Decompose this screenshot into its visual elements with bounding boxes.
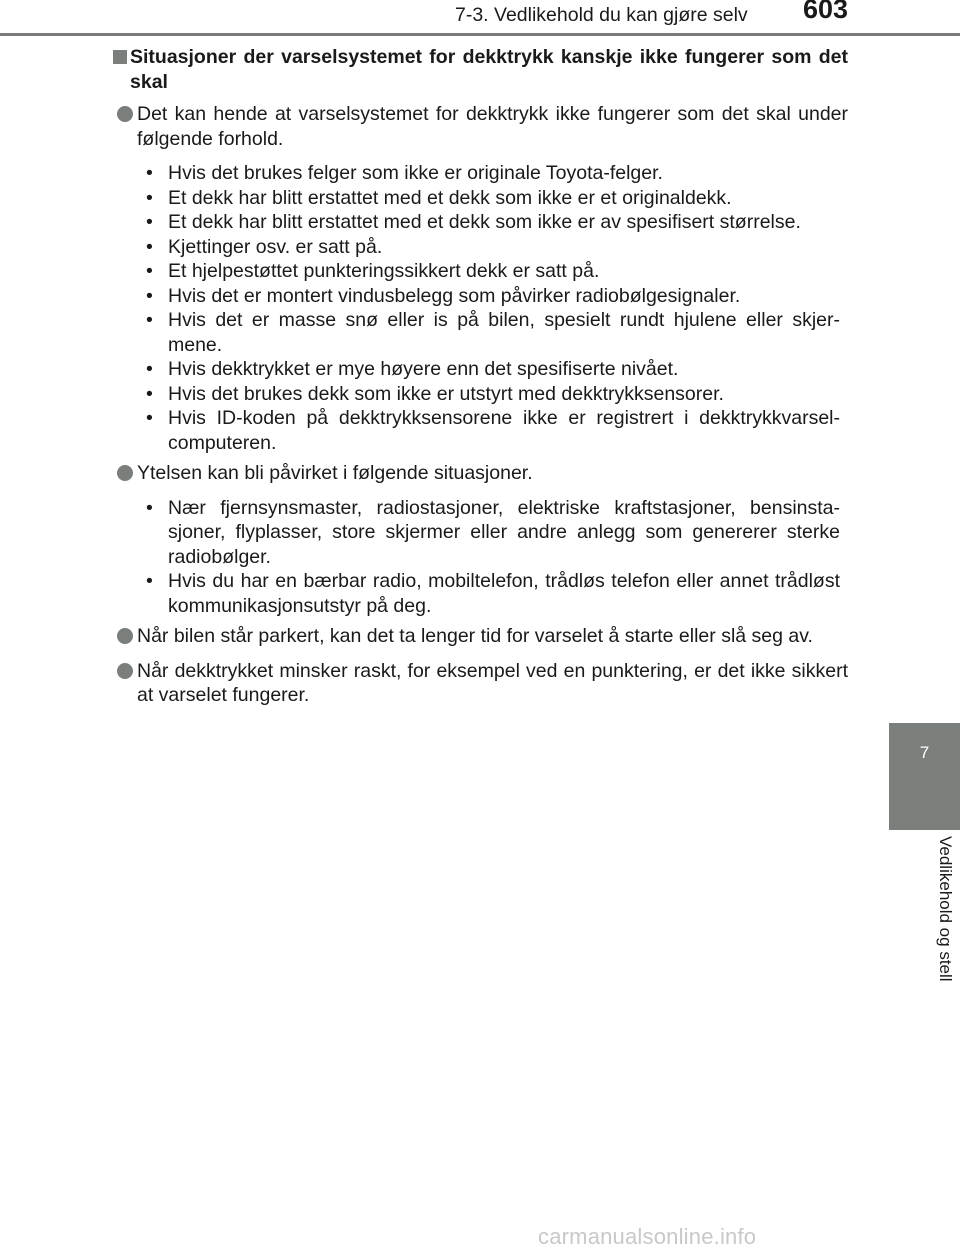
list-item-text: Hvis du har en bærbar radio, mobiltelefon, trådløs telefon eller annet trådløst kommunikasjonsutstyr på deg.	[168, 570, 840, 617]
watermark: carmanualsonline.info	[538, 1224, 757, 1249]
paragraph	[113, 102, 848, 151]
list-item	[113, 186, 848, 211]
circle-bullet-icon	[117, 628, 133, 644]
list-item-text: Hvis ID-koden på dekktrykksensorene ikke er registrert i dekktrykkvarsel-computeren.	[168, 407, 840, 454]
bullet-dot-icon: •	[146, 496, 153, 519]
list-item	[113, 161, 848, 186]
bullet-dot-icon: •	[146, 211, 153, 233]
bullet-dot-icon: •	[146, 407, 153, 429]
paragraph-text: Det kan hende at varselsystemet for dekktrykk ikke fungerer som det skal under følgende forhold.	[137, 103, 848, 150]
paragraph	[113, 624, 848, 649]
bullet-dot-icon: •	[146, 284, 153, 307]
chapter-title: 7-3. Vedlikehold du kan gjøre selv	[455, 4, 748, 26]
list-item-text: Nær fjernsynsmaster, radiostasjoner, elektriske kraftstasjoner, bensinsta-sjoner, flyplasser, store skjermer eller andre anlegg som genererer sterke radiobølger.	[168, 496, 840, 568]
bullet-dot-icon: •	[146, 235, 153, 258]
list-item	[113, 382, 848, 407]
list-item	[113, 406, 848, 455]
bullet-dot-icon: •	[146, 186, 153, 209]
circle-bullet-icon	[117, 106, 133, 122]
list-item-text: Hvis det brukes dekk som ikke er utstyrt med dekktrykksensorer.	[168, 382, 724, 405]
list-item-text: Et dekk har blitt erstattet med et dekk som ikke er av spesifisert størrelse.	[168, 211, 801, 233]
bullet-list	[113, 161, 848, 455]
section-heading	[113, 45, 848, 94]
list-item	[113, 357, 848, 382]
bullet-dot-icon: •	[146, 358, 153, 380]
list-item	[113, 308, 848, 357]
list-item-text: Hvis det er masse snø eller is på bilen, spesielt rundt hjulene eller skjer-mene.	[168, 309, 840, 356]
page-content	[113, 45, 848, 718]
list-item	[113, 210, 848, 235]
list-item-text: Et dekk har blitt erstattet med et dekk som ikke er et originaldekk.	[168, 186, 732, 209]
list-item	[113, 569, 848, 618]
page-number: 603	[803, 0, 849, 24]
bullet-dot-icon: •	[146, 382, 153, 405]
list-item-text: Et hjelpestøttet punkteringssikkert dekk er satt på.	[168, 260, 600, 282]
list-item	[113, 235, 848, 260]
circle-bullet-icon	[117, 465, 133, 481]
header-divider	[0, 33, 960, 36]
bullet-dot-icon: •	[146, 162, 153, 184]
list-item-text: Hvis det brukes felger som ikke er originale Toyota-felger.	[168, 162, 663, 184]
list-item	[113, 284, 848, 309]
chapter-side-label-text: Vedlikehold og stell	[936, 836, 955, 982]
square-bullet-icon	[113, 50, 127, 64]
bullet-dot-icon: •	[146, 309, 153, 331]
bullet-dot-icon: •	[146, 260, 153, 282]
paragraph	[113, 461, 848, 486]
list-item	[113, 496, 848, 570]
chapter-tab[interactable]	[889, 723, 960, 830]
paragraph-text: Når dekktrykket minsker raskt, for eksempel ved en punktering, er det ikke sikkert at varselet fungerer.	[137, 659, 848, 706]
paragraph-text: Når bilen står parkert, kan det ta lenger tid for varselet å starte eller slå seg av.	[137, 625, 813, 647]
bullet-list	[113, 496, 848, 619]
paragraph-text: Ytelsen kan bli påvirket i følgende situasjoner.	[137, 462, 533, 484]
list-item-text: Hvis dekktrykket er mye høyere enn det spesifiserte nivået.	[168, 358, 679, 380]
section-body	[113, 102, 848, 708]
list-item-text: Kjettinger osv. er satt på.	[168, 235, 383, 258]
bullet-dot-icon: •	[146, 570, 153, 592]
chapter-tab-number: 7	[919, 743, 930, 762]
paragraph	[113, 659, 848, 708]
list-item	[113, 259, 848, 284]
page-header	[0, 0, 960, 40]
chapter-side-label	[889, 830, 960, 990]
circle-bullet-icon	[117, 663, 133, 679]
list-item-text: Hvis det er montert vindusbelegg som påvirker radiobølgesignaler.	[168, 284, 741, 307]
section-heading-text: Situasjoner der varselsystemet for dekktrykk kanskje ikke fungerer som det skal	[130, 46, 848, 93]
